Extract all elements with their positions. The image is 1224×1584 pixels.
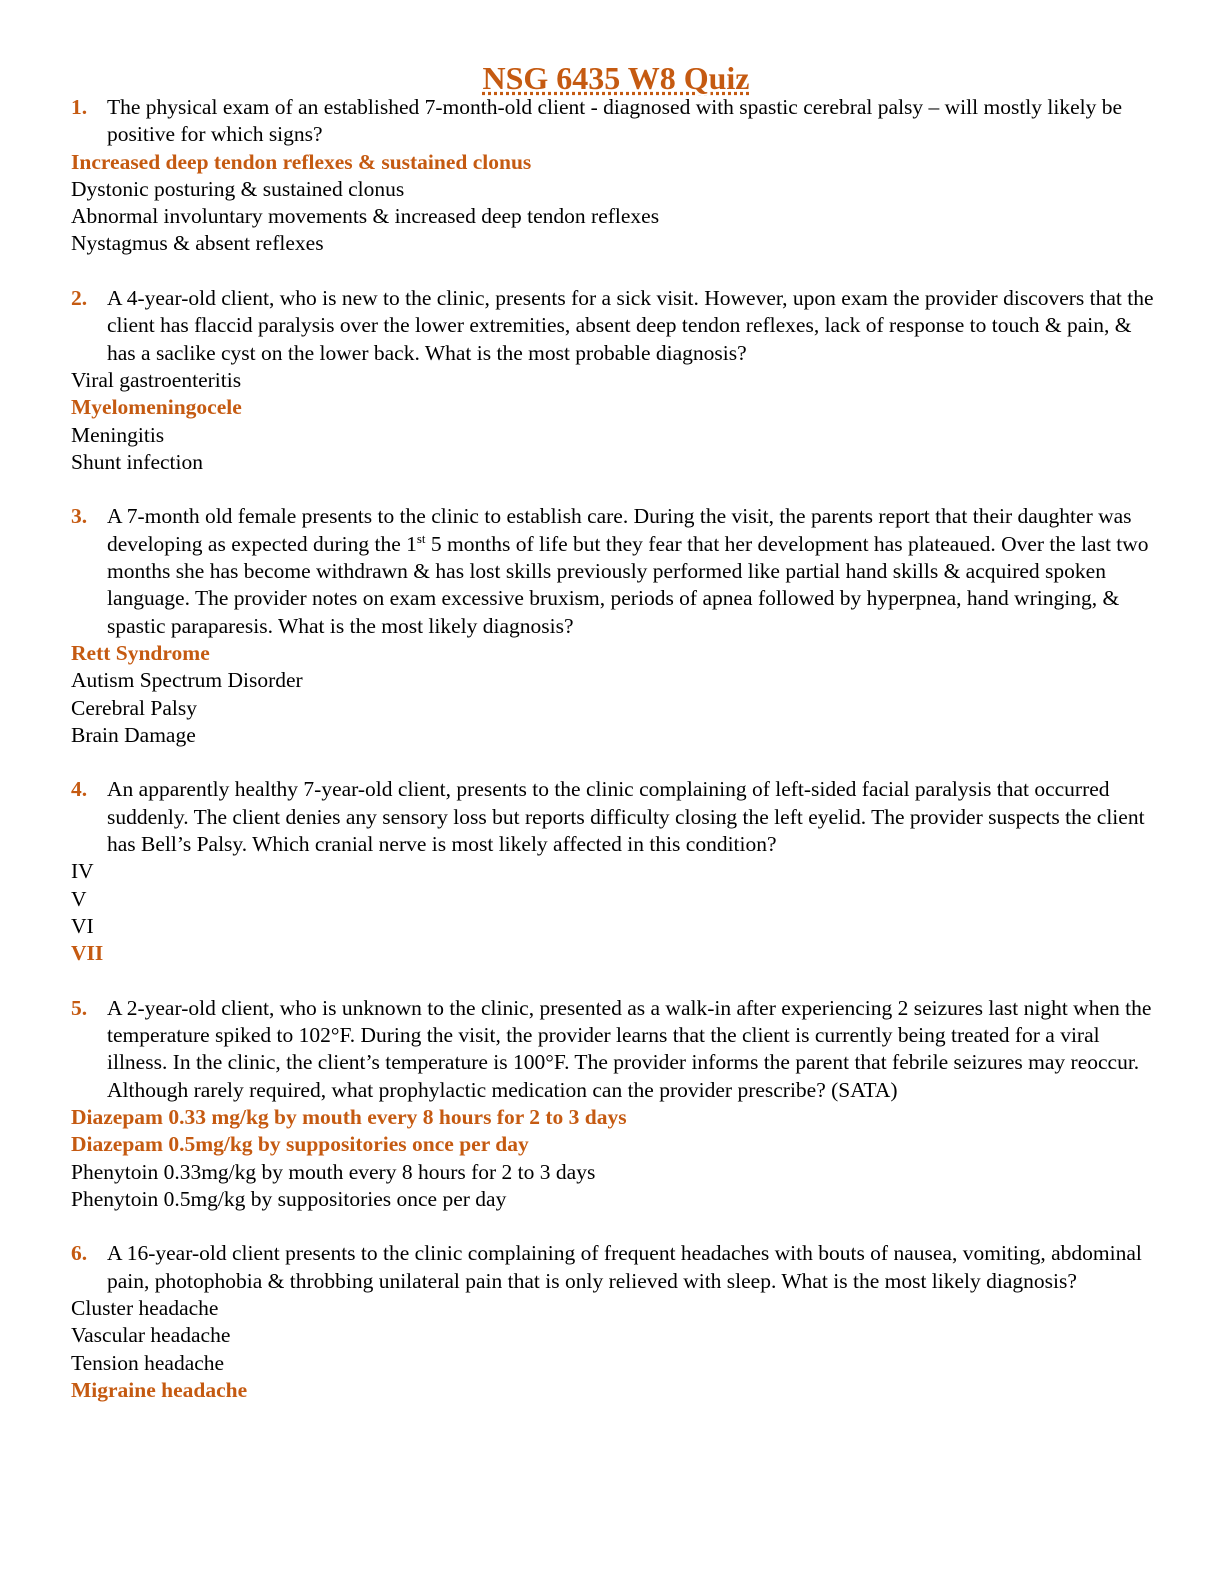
question-number: 1. — [71, 95, 88, 119]
spacer — [71, 258, 1161, 285]
answer-options — [71, 1104, 1161, 1213]
answer-option: IV — [71, 859, 94, 884]
answer-option-correct: Myelomeningocele — [71, 395, 242, 420]
question-stem — [71, 776, 1161, 858]
question-3 — [71, 503, 1161, 749]
question-text: An apparently healthy 7-year-old client, presents to the clinic complaining of left-sided facial paralysis that occurred suddenly. The client denies any sensory loss but reports difficulty closing the left eyelid. The provider suspects the client has Bell’s Palsy. Which cranial nerve is most likely affected in this condition? — [107, 777, 1145, 857]
answer-options — [71, 640, 1161, 749]
answer-option-correct: Rett Syndrome — [71, 640, 210, 665]
question-number: 4. — [71, 777, 88, 802]
answer-option-correct: Migraine headache — [71, 1377, 248, 1402]
answer-option: Meningitis — [71, 422, 165, 447]
answer-options — [71, 858, 1161, 967]
answer-option: Vascular headache — [71, 1323, 231, 1348]
ordinal-superscript: st — [416, 530, 426, 546]
answer-options — [71, 1295, 1161, 1404]
question-number: 3. — [71, 504, 88, 529]
question-stem — [71, 503, 1161, 639]
answer-options — [71, 149, 1161, 258]
answer-option: Phenytoin 0.5mg/kg by suppositories once per day — [71, 1186, 507, 1211]
answer-option: Viral gastroenteritis — [71, 367, 242, 392]
answer-option-correct: Increased deep tendon reflexes & sustained clonus — [71, 149, 532, 174]
answer-option-correct: Diazepam 0.33 mg/kg by mouth every 8 hours for 2 to 3 days — [71, 1104, 627, 1129]
answer-option: Nystagmus & absent reflexes — [71, 231, 324, 256]
answer-options — [71, 367, 1161, 476]
question-2 — [71, 285, 1161, 476]
answer-option: Tension headache — [71, 1350, 225, 1375]
question-text: A 4-year-old client, who is new to the clinic, presents for a sick visit. However, upon exam the provider discovers that the client has flaccid paralysis over the lower extremities, absent deep tendon reflexes, lack of response to touch & pain, & has a saclike cyst on the lower back. What is the most probable diagnosis? — [107, 286, 1154, 365]
question-5 — [71, 995, 1161, 1213]
quiz-page — [71, 58, 1161, 1404]
question-text: A 16-year-old client presents to the clinic complaining of frequent headaches with bouts of nausea, vomiting, abdominal pain, photophobia & throbbing unilateral pain that is only relieved with sleep. What is the most likely diagnosis? — [107, 1241, 1142, 1293]
question-1 — [71, 94, 1161, 258]
question-6 — [71, 1240, 1161, 1404]
answer-option: Cerebral Palsy — [71, 695, 197, 720]
answer-option-correct: VII — [71, 941, 104, 966]
answer-option: VI — [71, 913, 94, 938]
answer-option: Autism Spectrum Disorder — [71, 668, 303, 693]
question-text-part: A 7-month old female presents to the clinic to establish care. During the visit, the parents report that their daughter was developing as expected during the 1 — [107, 504, 1132, 556]
question-stem — [71, 995, 1161, 1104]
answer-option: Cluster headache — [71, 1296, 219, 1321]
answer-option: Dystonic posturing & sustained clonus — [71, 176, 405, 201]
answer-option: Abnormal involuntary movements & increased deep tendon reflexes — [71, 204, 660, 229]
spacer — [71, 749, 1161, 776]
question-number: 6. — [71, 1241, 88, 1266]
question-stem — [71, 1240, 1161, 1295]
question-text — [107, 503, 1161, 639]
question-number: 5. — [71, 995, 88, 1020]
answer-option: Shunt infection — [71, 449, 203, 474]
spacer — [71, 476, 1161, 503]
spacer — [71, 1213, 1161, 1240]
question-stem — [71, 94, 1161, 149]
spacer — [71, 968, 1161, 995]
quiz-title: NSG 6435 W8 Quiz — [482, 60, 750, 96]
question-text: The physical exam of an established 7-month-old client - diagnosed with spastic cerebral palsy – will mostly likely be positive for which signs? — [107, 95, 1123, 147]
question-stem — [71, 285, 1161, 367]
answer-option-correct: Diazepam 0.5mg/kg by suppositories once per day — [71, 1132, 529, 1157]
question-text: A 2-year-old client, who is unknown to the clinic, presented as a walk-in after experiencing 2 seizures last night when the temperature spiked to 102°F. During the visit, the provider learns that the client is currently being treated for a viral illness. In the clinic, the client’s temperature is 100°F. The provider informs the parent that febrile seizures may reoccur. Although rarely required, what prophylactic medication can the provider prescribe? (SATA) — [107, 995, 1152, 1102]
question-number: 2. — [71, 286, 88, 311]
answer-option: Phenytoin 0.33mg/kg by mouth every 8 hours for 2 to 3 days — [71, 1159, 596, 1184]
answer-option: V — [71, 886, 87, 911]
answer-option: Brain Damage — [71, 722, 196, 747]
question-4 — [71, 776, 1161, 967]
question-text-part: 5 months of life but they fear that her development has plateaued. Over the last two months she has become withdrawn & has lost skills previously performed like partial hand skills & acquired spoken language. The provider notes on exam excessive bruxism, periods of apnea followed by hyperpnea, hand wringing, & spastic paraparesis. What is the most likely diagnosis? — [107, 531, 1149, 638]
